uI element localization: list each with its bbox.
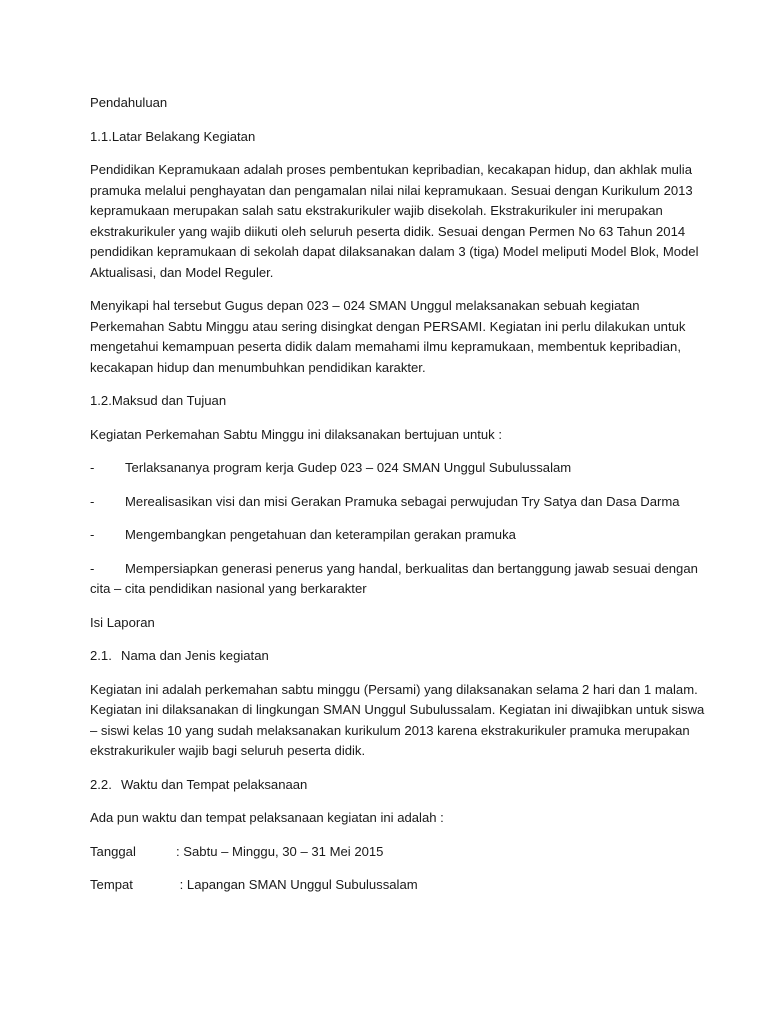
- paragraph-nama-jenis: Kegiatan ini adalah perkemahan sabtu minggu (Persami) yang dilaksanakan selama 2 hari dan 1 malam. Kegiatan ini dilaksanakan di lingkungan SMAN Unggul Subulussalam. Kegiatan ini diwajibkan untuk siswa – siswi kelas 10 yang sudah melaksanakan kurikulum 2013 karena ekstrakurikuler pramuka merupakan ekstrakurikuler wajib bagi seluruh peserta didik.: [90, 681, 705, 758]
- list-item-text: Terlaksananya program kerja Gudep 023 – 024 SMAN Unggul Subulussalam: [125, 460, 572, 475]
- list-item: [90, 559, 708, 600]
- detail-row-tempat: [90, 875, 708, 896]
- section-title-isi-laporan: Isi Laporan: [90, 614, 155, 630]
- bullet-dash: -: [90, 527, 95, 542]
- list-item: [90, 525, 708, 546]
- detail-row-tanggal: [90, 842, 708, 863]
- list-item: [90, 458, 708, 479]
- section-number: 2.2.: [90, 776, 112, 792]
- list-item-text: Mempersiapkan generasi penerus yang handal, berkualitas dan bertanggung jawab sesuai dengan cita – cita pendidikan nasional yang berkarakter: [90, 560, 698, 596]
- list-item-text: Mengembangkan pengetahuan dan keterampilan gerakan pramuka: [125, 527, 516, 542]
- paragraph-tujuan-intro: Kegiatan Perkemahan Sabtu Minggu ini dilaksanakan bertujuan untuk :: [90, 426, 502, 442]
- bullet-dash: -: [90, 493, 95, 509]
- section-heading-2-2: [90, 775, 708, 796]
- detail-label: Tempat: [90, 877, 133, 892]
- bullet-dash: -: [90, 560, 95, 576]
- detail-label: Tanggal: [90, 843, 136, 859]
- section-heading-1-1: 1.1.Latar Belakang Kegiatan: [90, 128, 256, 144]
- paragraph-latar-belakang-1: Pendidikan Kepramukaan adalah proses pembentukan kepribadian, kecakapan hidup, dan akhlak mulia pramuka melalui penghayatan dan pengamalan nilai nilai kepramukaan. Sesuai dengan Kurikulum 2013 kepramukaan merupakan salah satu ekstrakurikuler wajib disekolah. Ekstrakurikuler ini merupakan ekstrakurikuler yang wajib diikuti oleh seluruh peserta didik. Sesuai dengan Permen No 63 Tahun 2014 pendidikan kepramukaan di sekolah dapat dilaksanakan dalam 3 (tiga) Model meliputi Model Blok, Model Aktualisasi, dan Model Reguler.: [90, 162, 699, 280]
- list-item-text: Merealisasikan visi dan misi Gerakan Pramuka sebagai perwujudan Try Satya dan Dasa Darma: [125, 493, 680, 509]
- bullet-dash: -: [90, 460, 95, 475]
- detail-value: : Sabtu – Minggu, 30 – 31 Mei 2015: [176, 843, 384, 859]
- section-title-pendahuluan: Pendahuluan: [90, 95, 168, 110]
- section-heading-text: Nama dan Jenis kegiatan: [121, 648, 269, 663]
- section-heading-text: Waktu dan Tempat pelaksanaan: [121, 776, 308, 792]
- paragraph-latar-belakang-2: Menyikapi hal tersebut Gugus depan 023 – 024 SMAN Unggul melaksanakan sebuah kegiatan Perkemahan Sabtu Minggu atau sering disingkat dengan PERSAMI. Kegiatan ini perlu dilakukan untuk mengetahui kemampuan peserta didik dalam memahami ilmu kepramukaan, membentuk kepribadian, kecakapan hidup dan menumbuhkan pendidikan karakter.: [90, 298, 686, 375]
- detail-value: : Lapangan SMAN Unggul Subulussalam: [176, 877, 418, 892]
- paragraph-waktu-tempat-intro: Ada pun waktu dan tempat pelaksanaan kegiatan ini adalah :: [90, 810, 444, 825]
- list-item: [90, 492, 708, 513]
- section-number: 2.1.: [90, 648, 112, 663]
- section-heading-2-1: [90, 646, 708, 667]
- section-heading-1-2: 1.2.Maksud dan Tujuan: [90, 393, 227, 408]
